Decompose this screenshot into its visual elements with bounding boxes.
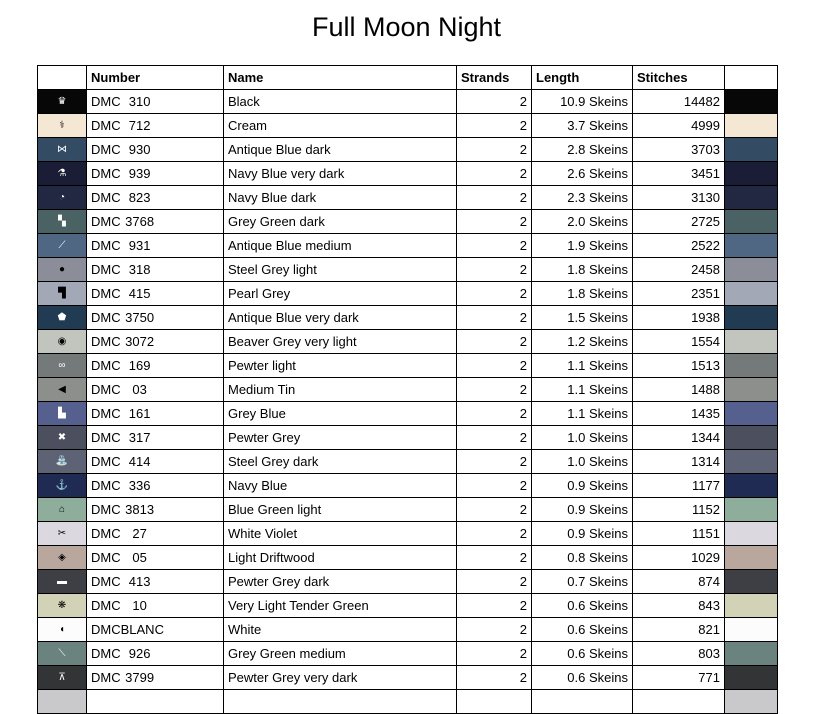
pentagon-symbol: ⬟	[57, 312, 67, 323]
stitches-cell: 1314	[633, 450, 725, 474]
strands-cell: 2	[457, 570, 532, 594]
symbol-cell	[38, 258, 87, 282]
color-swatch	[725, 402, 778, 426]
strands-cell: 2	[457, 498, 532, 522]
name-cell: Medium Tin	[224, 378, 457, 402]
symbol-cell	[38, 90, 87, 114]
code-label: 161	[128, 406, 151, 421]
box-symbol: ▬	[57, 576, 67, 587]
code-label: 930	[128, 142, 151, 157]
code-label: 310	[128, 94, 151, 109]
stitches-cell: 1151	[633, 522, 725, 546]
brand-label: DMC	[91, 622, 121, 637]
code-label: BLANC	[120, 622, 164, 637]
name-cell: Antique Blue very dark	[224, 306, 457, 330]
length-cell: 1.9 Skeins	[532, 234, 633, 258]
name-cell: Steel Grey light	[224, 258, 457, 282]
stitches-cell: 821	[633, 618, 725, 642]
length-cell: 2.0 Skeins	[532, 210, 633, 234]
name-cell: Black	[224, 90, 457, 114]
stitches-cell: 14482	[633, 90, 725, 114]
code-label: 03	[132, 382, 147, 397]
brand-label: DMC	[91, 478, 121, 493]
stitches-cell: 1177	[633, 474, 725, 498]
name-cell: Cream	[224, 114, 457, 138]
number-cell	[87, 162, 224, 186]
name-cell: Blue Green light	[224, 498, 457, 522]
symbol-cell	[38, 186, 87, 210]
brand-label: DMC	[91, 214, 121, 229]
symbol-cell	[38, 354, 87, 378]
stitches-cell: 2458	[633, 258, 725, 282]
table-row	[38, 162, 778, 186]
length-cell: 3.7 Skeins	[532, 114, 633, 138]
strands-cell: 2	[457, 546, 532, 570]
stitches-cell: 1029	[633, 546, 725, 570]
bowtie-symbol: ⋈	[57, 144, 67, 155]
strands-cell: 2	[457, 378, 532, 402]
strands-cell: 2	[457, 234, 532, 258]
color-swatch	[725, 474, 778, 498]
target-symbol: ◉	[57, 336, 67, 347]
brand-label: DMC	[91, 166, 121, 181]
stitches-cell: 1152	[633, 498, 725, 522]
table-row	[38, 234, 778, 258]
table-row	[38, 570, 778, 594]
number-cell	[87, 114, 224, 138]
length-cell: 0.6 Skeins	[532, 594, 633, 618]
length-cell: 2.6 Skeins	[532, 162, 633, 186]
symbol-cell	[38, 642, 87, 666]
code-label: 336	[128, 478, 151, 493]
brand-label: DMC	[91, 94, 121, 109]
code-label: 3813	[125, 502, 155, 517]
table-row	[38, 258, 778, 282]
brand-label: DMC	[91, 262, 121, 277]
name-cell: Steel Grey dark	[224, 450, 457, 474]
color-swatch	[725, 642, 778, 666]
table-row	[38, 282, 778, 306]
symbol-cell	[38, 162, 87, 186]
color-swatch	[725, 498, 778, 522]
strands-cell: 2	[457, 162, 532, 186]
number-cell	[87, 426, 224, 450]
symbol-cell	[38, 138, 87, 162]
stitches-cell: 771	[633, 666, 725, 690]
number-cell	[87, 210, 224, 234]
name-cell: Pearl Grey	[224, 282, 457, 306]
table-row	[38, 426, 778, 450]
length-cell: 2.8 Skeins	[532, 138, 633, 162]
brand-label: DMC	[91, 598, 121, 613]
color-swatch	[725, 258, 778, 282]
loop-symbol: ∞	[58, 360, 66, 371]
strands-cell: 2	[457, 522, 532, 546]
stitches-cell: 874	[633, 570, 725, 594]
table-row	[38, 114, 778, 138]
header-number: Number	[87, 66, 224, 90]
length-cell: 2.3 Skeins	[532, 186, 633, 210]
code-label: 415	[128, 286, 151, 301]
strands-cell: 2	[457, 186, 532, 210]
brand-label: DMC	[91, 502, 121, 517]
table-row	[38, 450, 778, 474]
number-cell	[87, 666, 224, 690]
table-row	[38, 618, 778, 642]
number-cell	[87, 138, 224, 162]
checker-symbol: ▚	[58, 216, 66, 227]
name-cell: Antique Blue dark	[224, 138, 457, 162]
slash-symbol: ⟋	[58, 240, 66, 251]
number-cell	[87, 618, 224, 642]
brand-label: DMC	[91, 454, 121, 469]
name-cell: Pewter Grey	[224, 426, 457, 450]
stitches-cell: 803	[633, 642, 725, 666]
header-strands: Strands	[457, 66, 532, 90]
length-cell: 1.1 Skeins	[532, 402, 633, 426]
number-cell	[87, 330, 224, 354]
name-cell: White	[224, 618, 457, 642]
length-cell: 1.8 Skeins	[532, 282, 633, 306]
table-row	[38, 666, 778, 690]
length-cell: 0.9 Skeins	[532, 522, 633, 546]
number-cell	[87, 570, 224, 594]
symbol-cell	[38, 378, 87, 402]
stitches-cell: 1435	[633, 402, 725, 426]
color-swatch	[725, 210, 778, 234]
number-cell	[87, 378, 224, 402]
number-cell	[87, 474, 224, 498]
flower-symbol: ❋	[57, 600, 67, 611]
number-cell	[87, 186, 224, 210]
table-row	[38, 138, 778, 162]
length-cell: 0.9 Skeins	[532, 498, 633, 522]
number-cell	[87, 546, 224, 570]
table-row	[38, 306, 778, 330]
name-cell: Navy Blue dark	[224, 186, 457, 210]
color-swatch	[725, 450, 778, 474]
length-cell: 1.1 Skeins	[532, 378, 633, 402]
strands-cell: 2	[457, 642, 532, 666]
brand-label: DMC	[91, 670, 121, 685]
symbol-cell	[38, 330, 87, 354]
length-cell: 1.5 Skeins	[532, 306, 633, 330]
brand-label: DMC	[91, 238, 121, 253]
stitches-cell: 843	[633, 594, 725, 618]
stitches-cell: 3703	[633, 138, 725, 162]
name-cell: Light Driftwood	[224, 546, 457, 570]
backslash-symbol: ⟍	[58, 648, 66, 659]
brand-label: DMC	[91, 286, 121, 301]
table-row	[38, 210, 778, 234]
symbol-cell	[38, 570, 87, 594]
code-label: 926	[128, 646, 151, 661]
code-label: 10	[132, 598, 147, 613]
brand-label: DMC	[91, 142, 121, 157]
length-cell: 0.6 Skeins	[532, 666, 633, 690]
color-swatch	[725, 570, 778, 594]
brand-label: DMC	[91, 430, 121, 445]
stitches-cell: 1344	[633, 426, 725, 450]
strands-cell: 2	[457, 282, 532, 306]
name-cell: Grey Green dark	[224, 210, 457, 234]
name-cell: Pewter light	[224, 354, 457, 378]
step-symbol: ▙	[58, 408, 66, 419]
length-cell: 0.7 Skeins	[532, 570, 633, 594]
brand-label: DMC	[91, 118, 121, 133]
strands-cell: 2	[457, 354, 532, 378]
anchor-symbol: ⚓	[55, 480, 69, 491]
stitches-cell: 2725	[633, 210, 725, 234]
length-cell: 0.6 Skeins	[532, 618, 633, 642]
name-cell: Navy Blue very dark	[224, 162, 457, 186]
stitches-cell: 4999	[633, 114, 725, 138]
clock-symbol: ◔	[58, 192, 66, 203]
length-cell: 1.2 Skeins	[532, 330, 633, 354]
stitches-cell: 1488	[633, 378, 725, 402]
table-row	[38, 594, 778, 618]
color-swatch	[725, 186, 778, 210]
table-row	[38, 378, 778, 402]
scissors-symbol: ✂	[57, 528, 67, 539]
symbol-cell	[38, 426, 87, 450]
color-swatch	[725, 90, 778, 114]
stitches-cell: 1554	[633, 330, 725, 354]
symbol-cell	[38, 234, 87, 258]
strands-cell: 2	[457, 330, 532, 354]
strands-cell: 2	[457, 258, 532, 282]
color-swatch	[725, 666, 778, 690]
length-cell: 0.9 Skeins	[532, 474, 633, 498]
code-label: 414	[128, 454, 151, 469]
brand-label: DMC	[91, 334, 121, 349]
table-row	[38, 498, 778, 522]
color-swatch	[725, 282, 778, 306]
stitches-cell: 3130	[633, 186, 725, 210]
number-cell	[87, 306, 224, 330]
brand-label: DMC	[91, 358, 121, 373]
number-cell	[87, 354, 224, 378]
symbol-cell	[38, 450, 87, 474]
header-stitches: Stitches	[633, 66, 725, 90]
color-swatch	[725, 546, 778, 570]
table-row	[38, 186, 778, 210]
length-cell: 0.6 Skeins	[532, 642, 633, 666]
number-cell	[87, 498, 224, 522]
strands-cell: 2	[457, 618, 532, 642]
number-cell	[87, 234, 224, 258]
brand-label: DMC	[91, 550, 121, 565]
header-length: Length	[532, 66, 633, 90]
strands-cell: 2	[457, 594, 532, 618]
stitches-cell: 1938	[633, 306, 725, 330]
length-cell: 10.9 Skeins	[532, 90, 633, 114]
stitches-cell: 2351	[633, 282, 725, 306]
code-label: 3768	[125, 214, 155, 229]
symbol-cell	[38, 306, 87, 330]
table-row	[38, 474, 778, 498]
house-symbol: ⌂	[58, 504, 66, 515]
code-label: 3072	[125, 334, 155, 349]
name-cell: Grey Green medium	[224, 642, 457, 666]
color-swatch	[725, 138, 778, 162]
code-label: 27	[132, 526, 147, 541]
code-label: 318	[128, 262, 151, 277]
brand-label: DMC	[91, 382, 121, 397]
strands-cell: 2	[457, 138, 532, 162]
runner-symbol: ⚗	[57, 168, 67, 179]
sprig-symbol: ⚕	[59, 120, 65, 131]
stitches-cell: 2522	[633, 234, 725, 258]
symbol-cell	[38, 618, 87, 642]
symbol-cell	[38, 522, 87, 546]
code-label: 939	[128, 166, 151, 181]
stitches-cell: 1513	[633, 354, 725, 378]
header-color	[725, 66, 778, 90]
header-name: Name	[224, 66, 457, 90]
color-swatch	[725, 330, 778, 354]
code-label: 05	[132, 550, 147, 565]
page-title: Full Moon Night	[311, 12, 502, 42]
strands-cell: 2	[457, 90, 532, 114]
color-swatch	[725, 114, 778, 138]
thread-table	[37, 65, 778, 714]
color-swatch	[725, 426, 778, 450]
color-swatch	[725, 306, 778, 330]
code-label: 712	[128, 118, 151, 133]
strands-cell: 2	[457, 666, 532, 690]
length-cell: 0.8 Skeins	[532, 546, 633, 570]
color-swatch	[725, 234, 778, 258]
arc-symbol: ◖	[58, 624, 66, 635]
strands-cell: 2	[457, 474, 532, 498]
symbol-cell	[38, 498, 87, 522]
brand-label: DMC	[91, 406, 121, 421]
table-row	[38, 522, 778, 546]
strands-cell: 2	[457, 402, 532, 426]
number-cell	[87, 282, 224, 306]
strands-cell: 2	[457, 450, 532, 474]
table-row	[38, 642, 778, 666]
brand-label: DMC	[91, 646, 121, 661]
color-swatch	[725, 522, 778, 546]
brand-label: DMC	[91, 526, 121, 541]
color-swatch	[725, 594, 778, 618]
symbol-cell	[38, 210, 87, 234]
symbol-cell	[38, 546, 87, 570]
table-row	[38, 402, 778, 426]
table-row	[38, 546, 778, 570]
name-cell: Beaver Grey very light	[224, 330, 457, 354]
color-swatch	[725, 618, 778, 642]
symbol-cell	[38, 282, 87, 306]
diamond-symbol: ◈	[58, 552, 66, 563]
code-label: 169	[128, 358, 151, 373]
color-swatch	[725, 162, 778, 186]
strands-cell: 2	[457, 210, 532, 234]
strands-cell: 2	[457, 306, 532, 330]
name-cell: Navy Blue	[224, 474, 457, 498]
number-cell	[87, 642, 224, 666]
symbol-cell	[38, 114, 87, 138]
left-wedge-symbol: ◀	[58, 384, 66, 395]
code-label: 413	[128, 574, 151, 589]
number-cell	[87, 450, 224, 474]
symbol-cell	[38, 594, 87, 618]
fountain-symbol: ⛲	[55, 456, 69, 467]
code-label: 317	[128, 430, 151, 445]
number-cell	[87, 402, 224, 426]
cross-symbol: ✖	[57, 432, 67, 443]
color-swatch	[725, 354, 778, 378]
name-cell: Antique Blue medium	[224, 234, 457, 258]
length-cell: 1.1 Skeins	[532, 354, 633, 378]
code-label: 931	[128, 238, 151, 253]
table-row	[38, 330, 778, 354]
symbol-cell	[38, 402, 87, 426]
code-label: 823	[128, 190, 151, 205]
number-cell	[87, 258, 224, 282]
name-cell: White Violet	[224, 522, 457, 546]
strands-cell: 2	[457, 114, 532, 138]
table-row	[38, 90, 778, 114]
blob-symbol: ●	[58, 264, 66, 275]
name-cell: Pewter Grey dark	[224, 570, 457, 594]
stitches-cell: 3451	[633, 162, 725, 186]
symbol-cell	[38, 666, 87, 690]
crown-symbol: ♛	[57, 96, 67, 107]
number-cell	[87, 522, 224, 546]
number-cell	[87, 594, 224, 618]
table-row	[38, 354, 778, 378]
length-cell: 1.8 Skeins	[532, 258, 633, 282]
stairs-symbol: ⊼	[58, 672, 66, 683]
brand-label: DMC	[91, 574, 121, 589]
number-cell	[87, 90, 224, 114]
brand-label: DMC	[91, 310, 121, 325]
name-cell: Grey Blue	[224, 402, 457, 426]
code-label: 3750	[125, 310, 155, 325]
header-row	[38, 66, 778, 90]
brand-label: DMC	[91, 190, 121, 205]
color-swatch	[725, 378, 778, 402]
symbol-cell	[38, 474, 87, 498]
notch-symbol: ▜	[58, 288, 66, 299]
name-cell: Pewter Grey very dark	[224, 666, 457, 690]
code-label: 3799	[125, 670, 155, 685]
header-symbol	[38, 66, 87, 90]
length-cell: 1.0 Skeins	[532, 426, 633, 450]
length-cell: 1.0 Skeins	[532, 450, 633, 474]
strands-cell: 2	[457, 426, 532, 450]
name-cell: Very Light Tender Green	[224, 594, 457, 618]
